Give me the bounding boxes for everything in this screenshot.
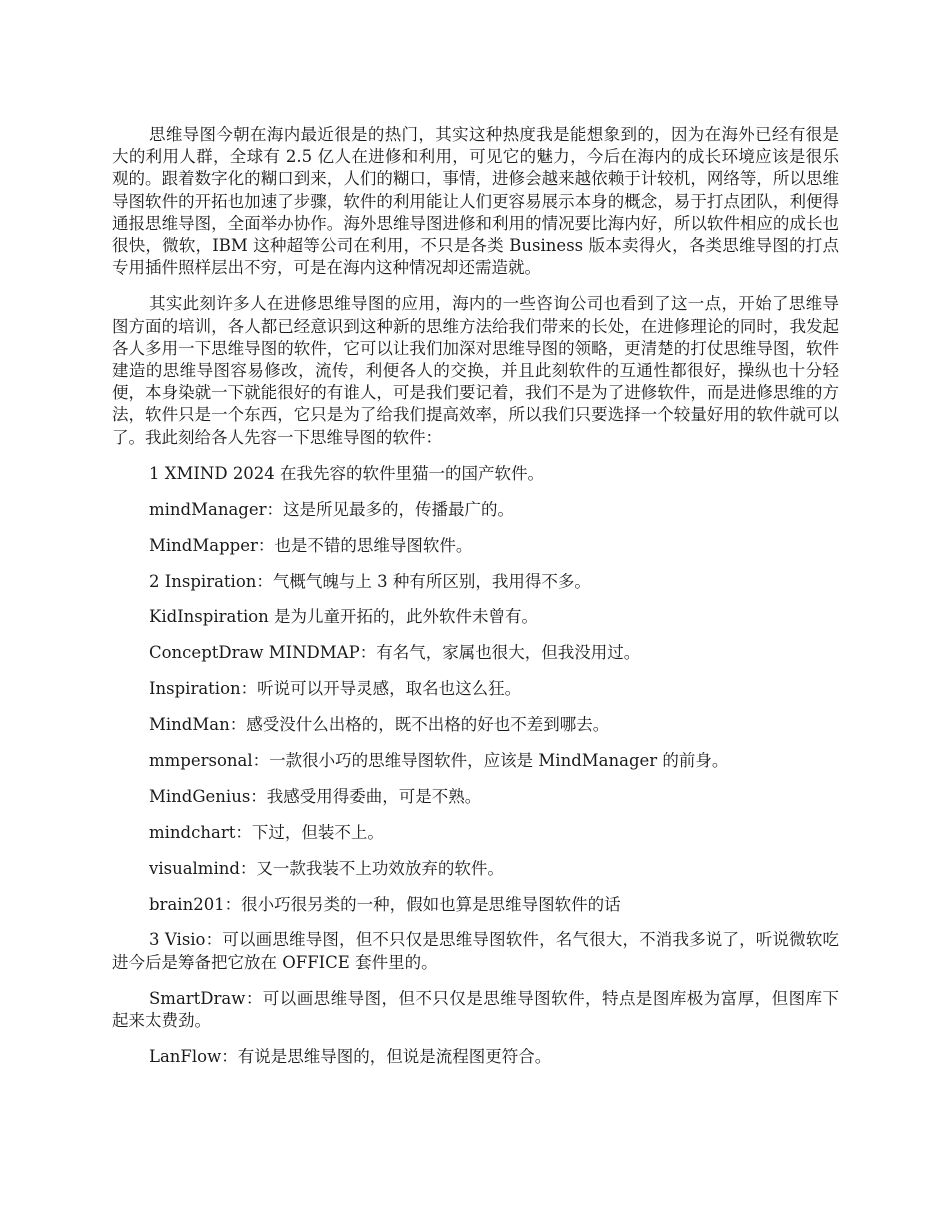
list-item: MindGenius：我感受用得委曲，可是不熟。 [149, 786, 482, 806]
list-item: MindMapper：也是不错的思维导图软件。 [149, 535, 473, 555]
list-item: mindManager：这是所见最多的，传播最广的。 [149, 499, 515, 519]
list-item: mmpersonal：一款很小巧的思维导图软件，应该是 MindManager 的前身。 [149, 750, 729, 770]
list-item: ConceptDraw MINDMAP：有名气，家属也很大，但我没用过。 [149, 643, 641, 663]
document-body [112, 124, 839, 1082]
list-item: 3 Visio：可以画思维导图，但不只仅是思维导图软件，名气很大，不消我多说了，听说微软吃进今后是筹备把它放在 OFFICE 套件里的。 [112, 930, 839, 972]
list-item: LanFlow：有说是思维导图的，但说是流程图更符合。 [149, 1046, 552, 1066]
software-intro-paragraph: 其实此刻许多人在进修思维导图的应用，海内的一些咨询公司也看到了这一点，开始了思维导图方面的培训，各人都已经意识到这种新的思维方法给我们带来的长处，在进修理论的同时，我发起各人多用一下思维导图的软件，它可以让我们加深对思维导图的领略，更清楚的打仗思维导图，软件建造的思维导图容易修改，流传，利便各人的交换，并且此刻软件的互通性都很好，操纵也十分轻便，本身染就一下就能很好的有谁人，可是我们要记着，我们不是为了进修软件，而是进修思维的方法，软件只是一个东西，它只是为了给我们提高效率，所以我们只要选择一个较量好用的软件就可以了。我此刻给各人先容一下思维导图的软件： [112, 294, 839, 447]
list-item: mindchart：下过，但装不上。 [149, 822, 384, 842]
list-item: visualmind：又一款我装不上功效放弃的软件。 [149, 858, 504, 878]
list-item: SmartDraw：可以画思维导图，但不只仅是思维导图软件，特点是图库极为富厚，但图库下起来太费劲。 [112, 988, 839, 1030]
list-item: brain201：很小巧很另类的一种，假如也算是思维导图软件的话 [149, 894, 621, 914]
list-item: Inspiration：听说可以开导灵感，取名也这么狂。 [149, 679, 522, 699]
list-item: 1 XMIND 2024 在我先容的软件里猫一的国产软件。 [149, 463, 545, 483]
list-item: MindMan：感受没什么出格的，既不出格的好也不差到哪去。 [149, 715, 610, 735]
intro-paragraph: 思维导图今朝在海内最近很是的热门，其实这种热度我是能想象到的，因为在海外已经有很是大的利用人群，全球有 2.5 亿人在进修和利用，可见它的魅力，今后在海内的成长环境应该是很乐观的。跟着数字化的糊口到来，人们的糊口，事情，进修会越来越依赖于计较机，网络等，所以思维导图软件的开拓也加速了步骤，软件的利用能让人们更容易展示本身的概念，易于打点团队，利便得通报思维导图，全面举办协作。海外思维导图进修和利用的情况要比海内好，所以软件相应的成长也很快，微软，IBM 这种超等公司在利用，不只是各类 Business 版本卖得火，各类思维导图的打点专用插件照样层出不穷，可是在海内这种情况却还需造就。 [112, 125, 839, 278]
list-item: 2 Inspiration：气概气魄与上 3 种有所区别，我用得不多。 [149, 571, 591, 591]
list-item: KidInspiration 是为儿童开拓的，此外软件未曾有。 [149, 607, 539, 627]
